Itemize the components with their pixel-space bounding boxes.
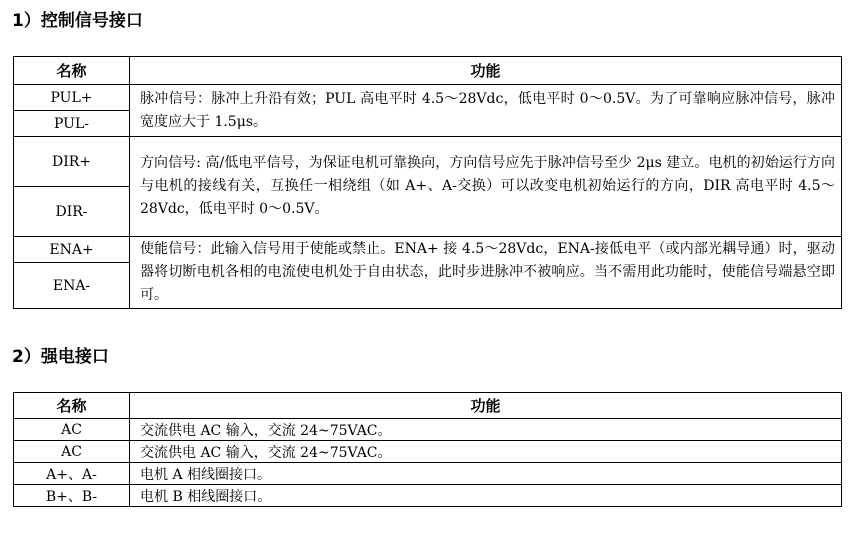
table-row bbox=[14, 85, 842, 111]
terminal-name: AC bbox=[14, 419, 130, 441]
signal-description-direction: 方向信号: 高/低电平信号，为保证电机可靠换向，方向信号应先于脉冲信号至少 2μs 建立。电机的初始运行方向与电机的接线有关，互换任一相绕组（如 A+、A-交换）可以改变电机初始运行的方向，DIR 高电平时 4.5～28Vdc，低电平时 0～0.5V。 bbox=[130, 137, 842, 237]
power-interface-table bbox=[13, 392, 842, 507]
table-header-row bbox=[14, 57, 842, 85]
signal-name-pul-minus: PUL- bbox=[14, 111, 130, 137]
control-signal-heading: 1）控制信号接口 bbox=[12, 11, 143, 31]
terminal-description: 电机 A 相线圈接口。 bbox=[130, 463, 842, 485]
signal-name-ena-minus: ENA- bbox=[14, 263, 130, 309]
terminal-name: AC bbox=[14, 441, 130, 463]
column-header-name: 名称 bbox=[14, 393, 130, 419]
terminal-name: B+、B- bbox=[14, 485, 130, 507]
terminal-description: 交流供电 AC 输入，交流 24~75VAC。 bbox=[130, 419, 842, 441]
signal-name-pul-plus: PUL+ bbox=[14, 85, 130, 111]
terminal-description: 电机 B 相线圈接口。 bbox=[130, 485, 842, 507]
table-row bbox=[14, 237, 842, 263]
table-header-row bbox=[14, 393, 842, 419]
signal-name-ena-plus: ENA+ bbox=[14, 237, 130, 263]
terminal-name: A+、A- bbox=[14, 463, 130, 485]
table-row bbox=[14, 441, 842, 463]
signal-description-pulse: 脉冲信号：脉冲上升沿有效；PUL 高电平时 4.5～28Vdc，低电平时 0～0.5V。为了可靠响应脉冲信号，脉冲宽度应大于 1.5μs。 bbox=[130, 85, 842, 137]
terminal-description: 交流供电 AC 输入，交流 24~75VAC。 bbox=[130, 441, 842, 463]
signal-name-dir-minus: DIR- bbox=[14, 187, 130, 237]
signal-description-enable: 使能信号：此输入信号用于使能或禁止。ENA+ 接 4.5～28Vdc，ENA-接低电平（或内部光耦导通）时，驱动器将切断电机各相的电流使电机处于自由状态，此时步进脉冲不被响应。当不需用此功能时，使能信号端悬空即可。 bbox=[130, 237, 842, 309]
control-signal-table bbox=[13, 56, 842, 309]
column-header-function: 功能 bbox=[130, 57, 842, 85]
column-header-function: 功能 bbox=[130, 393, 842, 419]
column-header-name: 名称 bbox=[14, 57, 130, 85]
table-row bbox=[14, 485, 842, 507]
table-row bbox=[14, 463, 842, 485]
power-interface-heading: 2）强电接口 bbox=[12, 347, 109, 367]
table-row bbox=[14, 137, 842, 187]
signal-name-dir-plus: DIR+ bbox=[14, 137, 130, 187]
table-row bbox=[14, 419, 842, 441]
